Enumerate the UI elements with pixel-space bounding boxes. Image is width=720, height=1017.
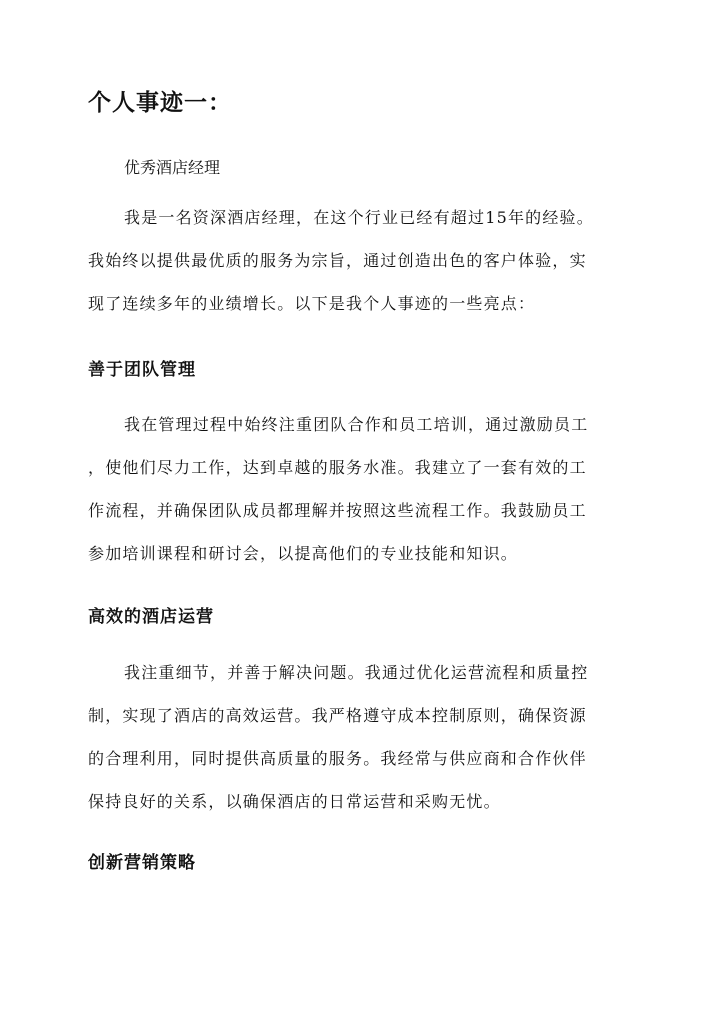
- paragraph-line: 参加培训课程和研讨会，以提高他们的专业技能和知识。: [88, 544, 519, 563]
- section-paragraph-team-management: [88, 403, 636, 575]
- paragraph-line: 作流程，并确保团队成员都理解并按照这些流程工作。我鼓励员工: [88, 501, 587, 520]
- section-heading-team-management: 善于团队管理: [88, 360, 196, 380]
- paragraph-line: 保持良好的关系，以确保酒店的日常运营和采购无忧。: [88, 792, 501, 811]
- paragraph-line: 我注重细节，并善于解决问题。我通过优化运营流程和质量控: [124, 663, 589, 682]
- section-paragraph-hotel-operations: [88, 651, 636, 823]
- intro-paragraph: [88, 196, 636, 325]
- paragraph-line: 的合理利用，同时提供高质量的服务。我经常与供应商和合作伙伴: [88, 749, 587, 768]
- paragraph-line: ，使他们尽力工作，达到卓越的服务水准。我建立了一套有效的工: [88, 458, 587, 477]
- document-title: 个人事迹一：: [88, 89, 232, 116]
- section-heading-hotel-operations: 高效的酒店运营: [88, 607, 214, 627]
- paragraph-line: 我是一名资深酒店经理，在这个行业已经有超过15年的经验。: [124, 208, 594, 227]
- section-heading-marketing: 创新营销策略: [88, 853, 196, 873]
- paragraph-line: 我在管理过程中始终注重团队合作和员工培训，通过激励员工: [124, 415, 589, 434]
- document-subtitle: 优秀酒店经理: [124, 158, 221, 177]
- paragraph-line: 我始终以提供最优质的服务为宗旨，通过创造出色的客户体验，实: [88, 251, 587, 270]
- paragraph-line: 现了连续多年的业绩增长。以下是我个人事迹的一些亮点：: [88, 294, 536, 313]
- paragraph-line: 制，实现了酒店的高效运营。我严格遵守成本控制原则，确保资源: [88, 706, 587, 725]
